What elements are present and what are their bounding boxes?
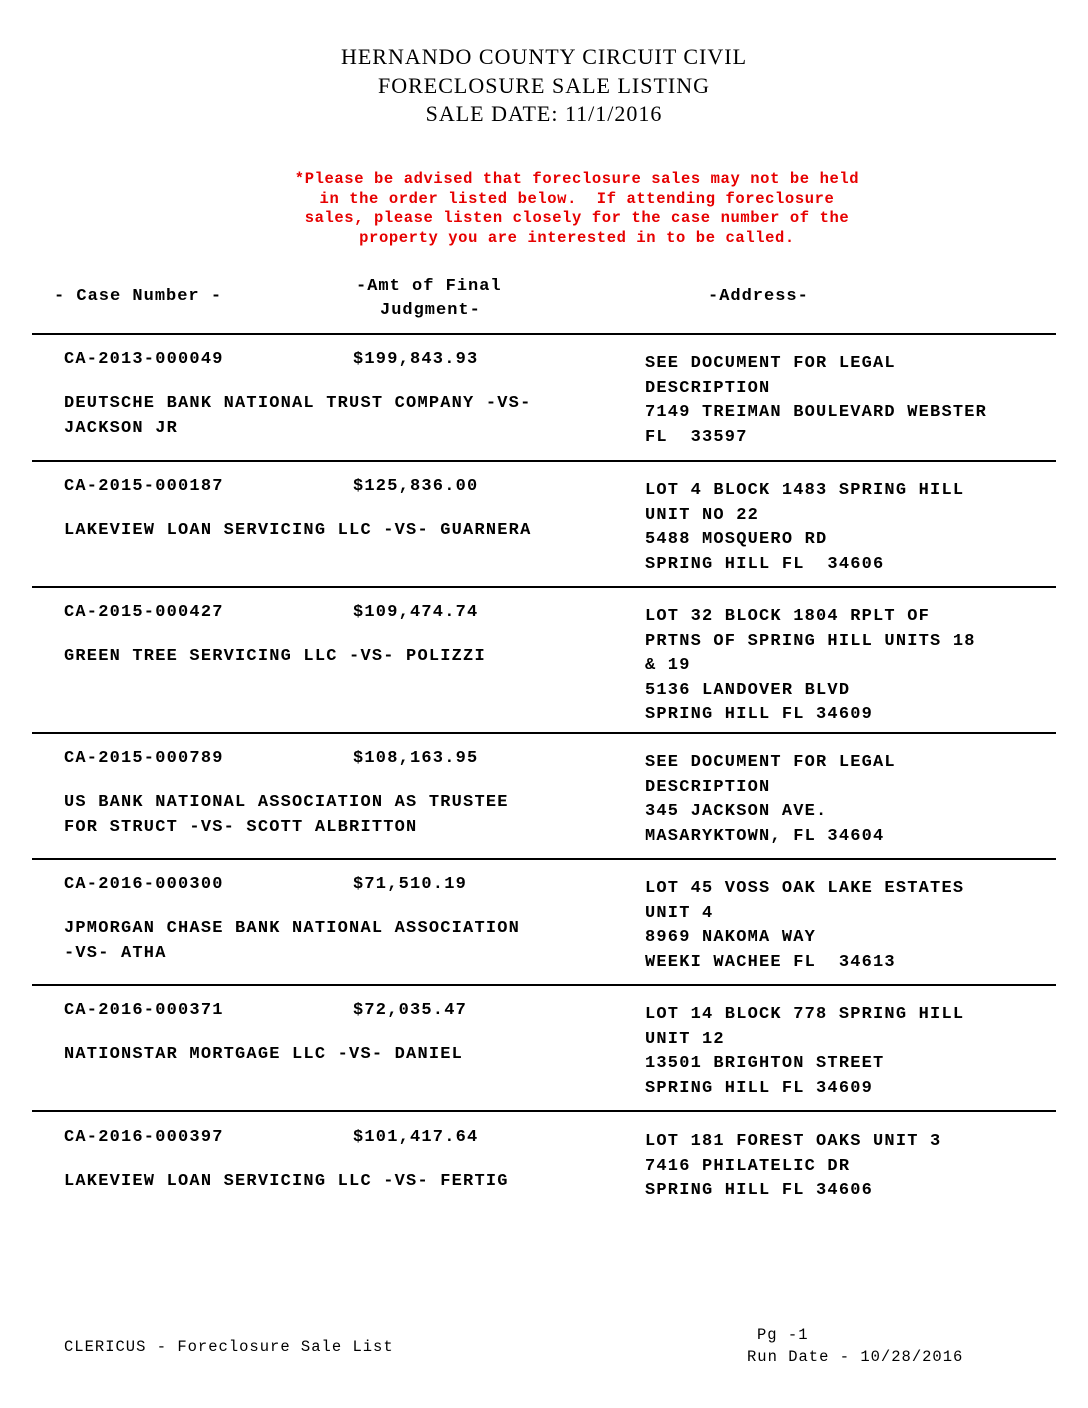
- property-address: LOT 45 VOSS OAK LAKE ESTATES UNIT 4 8969 NAKOMA WAY WEEKI WACHEE FL 34613: [645, 879, 965, 972]
- property-address: SEE DOCUMENT FOR LEGAL DESCRIPTION 345 JACKSON AVE. MASARYKTOWN, FL 34604: [645, 753, 896, 846]
- record-divider: [32, 732, 1056, 734]
- judgment-amount: $101,417.64: [353, 1128, 479, 1147]
- judgment-amount: $71,510.19: [353, 875, 468, 894]
- case-parties: US BANK NATIONAL ASSOCIATION AS TRUSTEE FOR STRUCT -VS- SCOTT ALBRITTON: [64, 793, 509, 837]
- property-address: LOT 14 BLOCK 778 SPRING HILL UNIT 12 13501 BRIGHTON STREET SPRING HILL FL 34609: [645, 1005, 965, 1098]
- case-number: CA-2013-000049: [64, 350, 224, 369]
- judgment-amount: $199,843.93: [353, 350, 479, 369]
- order-notice: *Please be advised that foreclosure sales may not be held in the order listed below. If attending foreclosure sales, please listen closely for the case number of the property you are interested in to be called.: [294, 170, 860, 247]
- record-divider: [32, 1110, 1056, 1112]
- property-address: LOT 32 BLOCK 1804 RPLT OF PRTNS OF SPRING HILL UNITS 18 & 19 5136 LANDOVER BLVD SPRING HILL FL 34609: [645, 607, 976, 724]
- title-line-2: FORECLOSURE SALE LISTING: [377, 73, 710, 98]
- record-divider: [32, 984, 1056, 986]
- case-parties: DEUTSCHE BANK NATIONAL TRUST COMPANY -VS- JACKSON JR: [64, 394, 532, 438]
- case-parties: GREEN TREE SERVICING LLC -VS- POLIZZI: [64, 647, 486, 666]
- sale-date-title: SALE DATE: 11/1/2016: [425, 101, 663, 126]
- case-number: CA-2016-000300: [64, 875, 224, 894]
- case-number: CA-2016-000397: [64, 1128, 224, 1147]
- record-divider: [32, 858, 1056, 860]
- case-number: CA-2015-000789: [64, 749, 224, 768]
- column-header-amount-line2: Judgment-: [380, 301, 481, 320]
- footer-source: CLERICUS - Foreclosure Sale List: [64, 1338, 394, 1356]
- judgment-amount: $72,035.47: [353, 1001, 468, 1020]
- case-parties: NATIONSTAR MORTGAGE LLC -VS- DANIEL: [64, 1045, 464, 1064]
- case-number: CA-2015-000187: [64, 477, 224, 496]
- column-header-case-number: - Case Number -: [54, 287, 223, 306]
- case-parties: JPMORGAN CHASE BANK NATIONAL ASSOCIATION -VS- ATHA: [64, 919, 521, 963]
- judgment-amount: $108,163.95: [353, 749, 479, 768]
- header-divider: [32, 333, 1056, 335]
- column-header-address: -Address-: [708, 287, 809, 306]
- record-divider: [32, 460, 1056, 462]
- case-parties: LAKEVIEW LOAN SERVICING LLC -VS- FERTIG: [64, 1172, 509, 1191]
- property-address: LOT 181 FOREST OAKS UNIT 3 7416 PHILATELIC DR SPRING HILL FL 34606: [645, 1132, 942, 1200]
- case-parties: LAKEVIEW LOAN SERVICING LLC -VS- GUARNERA: [64, 521, 532, 540]
- case-number: CA-2016-000371: [64, 1001, 224, 1020]
- judgment-amount: $109,474.74: [353, 603, 479, 622]
- property-address: LOT 4 BLOCK 1483 SPRING HILL UNIT NO 22 5488 MOSQUERO RD SPRING HILL FL 34606: [645, 481, 965, 574]
- judgment-amount: $125,836.00: [353, 477, 479, 496]
- property-address: SEE DOCUMENT FOR LEGAL DESCRIPTION 7149 TREIMAN BOULEVARD WEBSTER FL 33597: [645, 354, 988, 447]
- footer-page-number: Pg -1: [757, 1326, 809, 1344]
- case-number: CA-2015-000427: [64, 603, 224, 622]
- record-divider: [32, 586, 1056, 588]
- title-line-1: HERNANDO COUNTY CIRCUIT CIVIL: [340, 44, 748, 69]
- footer-run-date: Run Date - 10/28/2016: [747, 1348, 964, 1366]
- column-header-amount-line1: -Amt of Final: [356, 277, 502, 296]
